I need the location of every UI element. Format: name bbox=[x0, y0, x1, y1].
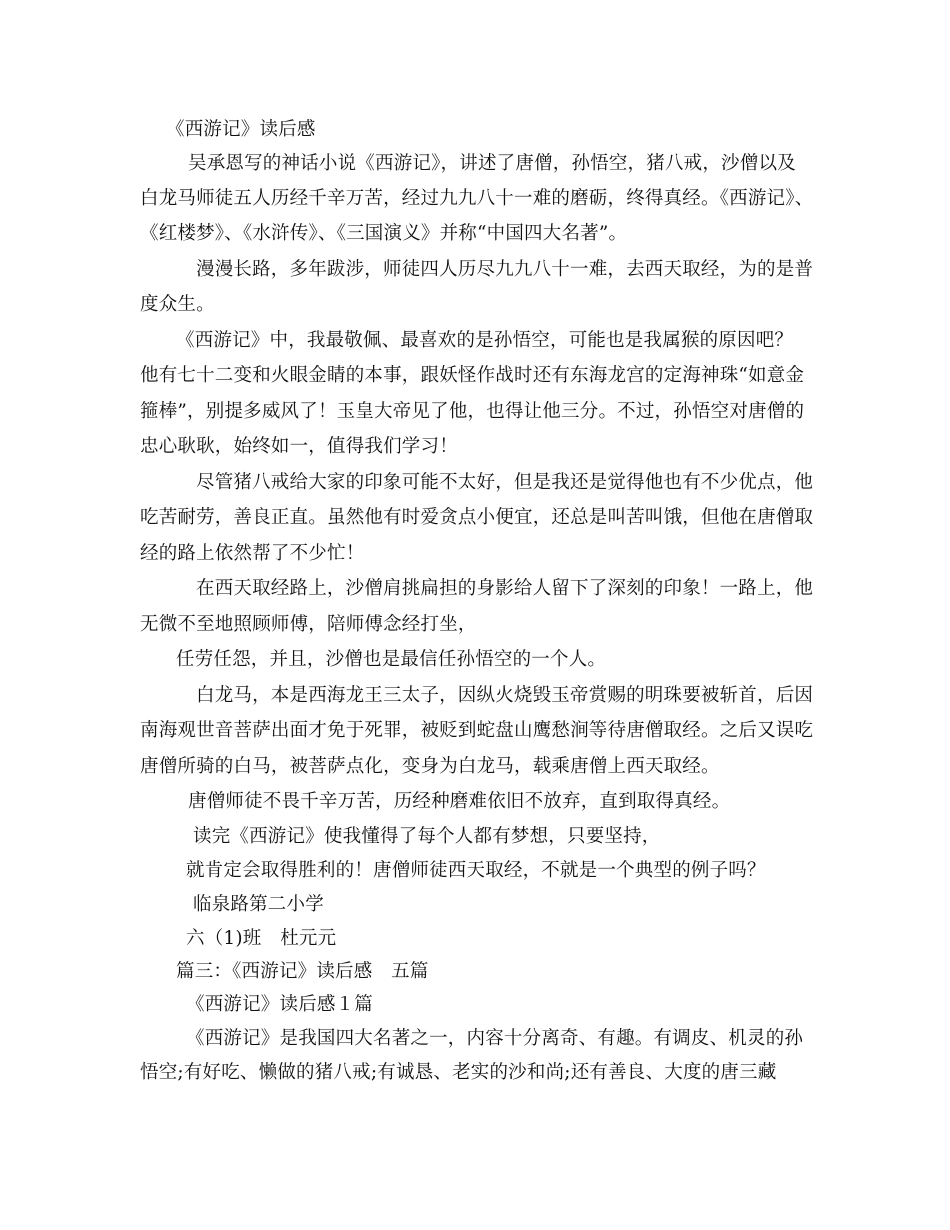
text-line: 悟空;有好吃、懒做的猪八戒;有诚恳、老实的沙和尚;还有善良、大度的唐三藏 bbox=[140, 1062, 777, 1083]
school-name: 临泉路第二小学 bbox=[193, 894, 324, 915]
text-line: 度众生。 bbox=[140, 294, 215, 315]
text-line: 吴承恩写的神话小说《西游记》，讲述了唐僧，孙悟空，猪八戒，沙僧以及 bbox=[188, 153, 796, 174]
text-line: 就肯定会取得胜利的！唐僧师徒西天取经，不就是一个典型的例子吗？ bbox=[186, 860, 766, 881]
text-line: 箍棒”，别提多威风了！玉皇大帝见了他，也得让他三分。不过，孙悟空对唐僧的 bbox=[140, 401, 805, 422]
text-line: 《西游记》是我国四大名著之一，内容十分离奇、有趣。有调皮、机灵的孙 bbox=[186, 1028, 804, 1049]
text-line: 唐僧师徒不畏千辛万苦，历经种磨难依旧不放弃，直到取得真经。 bbox=[188, 791, 731, 812]
author-class: 六（1)班 杜元元 bbox=[186, 928, 337, 949]
text-line: 白龙马，本是西海龙王三太子，因纵火烧毁玉帝赏赐的明珠要被斩首，后因 bbox=[196, 685, 814, 706]
essay-title: 《西游记》读后感 bbox=[166, 119, 316, 140]
text-line: 《西游记》中，我最敬佩、最喜欢的是孙悟空，可能也是我属猴的原因吧？ bbox=[176, 330, 794, 351]
text-line: 南海观世音菩萨出面才免于死罪，被贬到蛇盘山鹰愁涧等待唐僧取经。之后又误吃 bbox=[140, 720, 814, 741]
text-line: 在西天取经路上，沙僧肩挑扁担的身影给人留下了深刻的印象！一路上，他 bbox=[196, 578, 814, 599]
text-line: 任劳任怨，并且，沙僧也是最信任孙悟空的一个人。 bbox=[176, 649, 607, 670]
text-line: 经的路上依然帮了不少忙！ bbox=[140, 543, 365, 564]
text-line: 漫漫长路，多年跋涉，师徒四人历尽九九八十一难，去西天取经，为的是普 bbox=[196, 259, 814, 280]
text-line: 读完《西游记》使我懂得了每个人都有梦想，只要坚持， bbox=[193, 826, 661, 847]
text-line: 《红楼梦》、《水浒传》、《三国演义》并称“中国四大名著”。 bbox=[140, 223, 628, 244]
section-heading: 篇三：《西游记》读后感 五篇 bbox=[176, 961, 429, 982]
text-line: 无微不至地照顾师傅，陪师傅念经打坐， bbox=[140, 614, 477, 635]
text-line: 吃苦耐劳，善良正直。虽然他有时爱贪点小便宜，还总是叫苦叫饿，但他在唐僧取 bbox=[140, 507, 814, 528]
subsection-title: 《西游记》读后感１篇 bbox=[186, 994, 374, 1015]
text-line: 他有七十二变和火眼金睛的本事，跟妖怪作战时还有东海龙宫的定海神珠“如意金 bbox=[140, 365, 805, 386]
text-line: 唐僧所骑的白马，被菩萨点化，变身为白龙马，载乘唐僧上西天取经。 bbox=[140, 756, 720, 777]
text-line: 尽管猪八戒给大家的印象可能不太好，但是我还是觉得他也有不少优点，他 bbox=[196, 472, 814, 493]
text-line: 白龙马师徒五人历经千辛万苦，经过九九八十一难的磨砺，终得真经。《西游记》、 bbox=[140, 188, 814, 209]
text-line: 忠心耿耿，始终如一，值得我们学习！ bbox=[140, 436, 458, 457]
